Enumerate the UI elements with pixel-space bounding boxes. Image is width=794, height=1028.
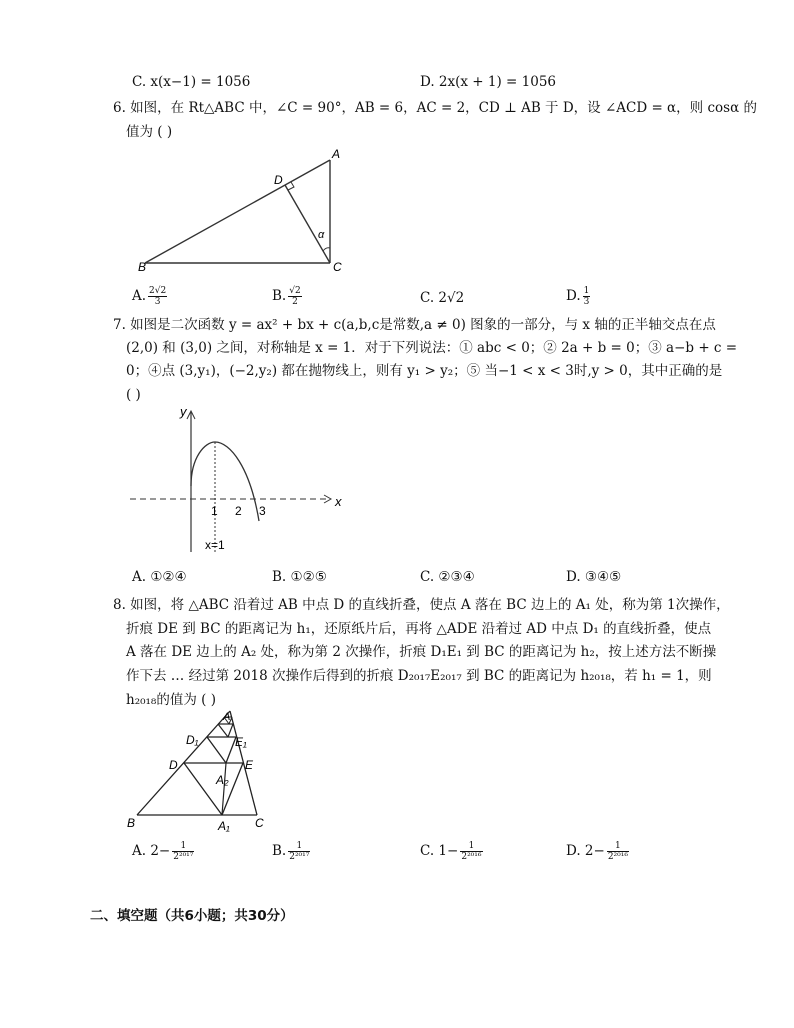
q7-tick-1: 1 (211, 504, 218, 518)
q8-stem-line1: 8. 如图，将 △ABC 沿着过 AB 中点 D 的直线折叠，使点 A 落在 BC 边上的 A₁ 处，称为第 1次操作， (113, 597, 730, 613)
q7-stem-line4: ( ) (126, 387, 141, 403)
q6-option-a (132, 286, 167, 307)
q6-label-alpha: α (318, 229, 325, 241)
q6-alpha-arc (323, 248, 330, 251)
q6-stem-line1: 6. 如图，在 Rt△ABC 中，∠C = 90°，AB = 6，AC = 2，CD ⊥ AB 于 D，设 ∠ACD = α，则 cosα 的 (113, 100, 757, 116)
q7-tick-2: 2 (235, 504, 242, 518)
q7-option-d: D. ③④⑤ (566, 569, 622, 585)
q8-option-c-den: 2²⁰¹⁶ (461, 852, 482, 862)
q8-option-d-label: D. 2− (566, 843, 605, 859)
q6-option-d (566, 286, 590, 307)
q6-option-b (272, 286, 302, 307)
q6-altitude-cd (285, 185, 330, 263)
q7-option-a: A. ①②④ (132, 569, 187, 585)
q7-stem-line2: (2,0) 和 (3,0) 之间，对称轴是 x = 1．对于下列说法：① abc < 0；② 2a + b = 0；③ a−b + c = (126, 340, 738, 356)
q6-option-a-den: 3 (154, 297, 161, 307)
q7-stem-line1: 7. 如图是二次函数 y = ax² + bx + c(a,b,c是常数,a ≠ 0) 图象的一部分，与 x 轴的正半轴交点在点 (113, 317, 716, 333)
q8-label-a: A (223, 711, 231, 723)
q8-option-d-den: 2²⁰¹⁶ (607, 852, 628, 862)
q6-option-b-label: B. (272, 288, 287, 304)
q8-label-e: E (245, 758, 254, 772)
q8-option-c-num: 1 (460, 841, 482, 852)
q6-stem-line2: 值为 ( ) (126, 124, 173, 140)
q6-option-a-label: A. (132, 288, 147, 304)
q8-option-a-label: A. 2− (132, 843, 171, 859)
q6-option-d-den: 3 (583, 297, 590, 307)
q8-option-a-num: 1 (172, 841, 194, 852)
section-fill-in-heading: 二、填空题（共6小题；共30分） (90, 908, 294, 924)
q8-option-d (566, 841, 629, 862)
q7-label-axis: x=1 (205, 538, 225, 552)
q7-label-y: y (180, 404, 187, 419)
q8-stem-line2: 折痕 DE 到 BC 的距离记为 h₁，还原纸片后，再将 △ADE 沿着过 AD 中点 D₁ 的直线折叠，使点 (126, 621, 712, 637)
q8-option-b-num: 1 (288, 841, 310, 852)
q6-option-d-num: 1 (583, 286, 590, 296)
q7-option-c: C. ②③④ (420, 569, 475, 585)
q8-option-a (132, 841, 194, 862)
q6-option-b-num: √2 (289, 286, 301, 296)
q8-label-a2: A₂ (216, 773, 229, 787)
q8-stem-line4: 作下去 … 经过第 2018 次操作后得到的折痕 D₂₀₁₇E₂₀₁₇ 到 BC 的距离记为 h₂₀₁₈，若 h₁ = 1，则 (126, 668, 712, 684)
q7-option-b: B. ①②⑤ (272, 569, 327, 585)
q8-option-b-den: 2²⁰¹⁷ (289, 852, 310, 862)
q6-option-c: C. 2√2 (420, 290, 465, 306)
q6-option-d-label: D. (566, 288, 581, 304)
q6-label-d: D (274, 173, 283, 187)
q8-stem-line3: A 落在 DE 边上的 A₂ 处，称为第 2 次操作，折痕 D₁E₁ 到 BC 的距离记为 h₂，按上述方法不断操 (126, 644, 717, 660)
q7-label-x: x (335, 494, 342, 509)
q8-label-d: D (169, 758, 178, 772)
q6-triangle-figure (135, 142, 350, 277)
q8-label-a1: A₁ (218, 819, 230, 833)
q8-option-b (272, 841, 310, 862)
q8-stem-line5: h₂₀₁₈的值为 ( ) (126, 692, 216, 708)
q8-option-a-den: 2²⁰¹⁷ (173, 852, 194, 862)
q7-stem-line3: 0；④点 (3,y₁)，(−2,y₂) 都在抛物线上，则有 y₁ > y₂；⑤ 当−1 < x < 3时,y > 0，其中正确的是 (126, 363, 723, 379)
q8-option-b-label: B. (272, 843, 287, 859)
q6-option-b-den: 2 (292, 297, 298, 307)
q8-fold-figure (122, 705, 282, 835)
q8-option-c (420, 841, 483, 862)
q5-option-c: C. x(x−1) = 1056 (132, 74, 251, 90)
q8-option-c-label: C. 1− (420, 843, 459, 859)
q7-parabola-curve (191, 442, 259, 521)
q6-label-b: B (138, 260, 147, 274)
q6-option-a-num: 2√2 (149, 286, 167, 296)
q6-label-c: C (333, 260, 342, 274)
q5-option-d: D. 2x(x + 1) = 1056 (420, 74, 557, 90)
q7-tick-3: 3 (259, 504, 266, 518)
q8-label-d1: D₁ (186, 733, 199, 747)
q8-option-d-num: 1 (607, 841, 629, 852)
q6-label-a: A (332, 147, 341, 161)
q7-parabola-figure (125, 402, 350, 557)
q8-label-b: B (127, 816, 136, 830)
q8-label-e1: E₁ (235, 735, 247, 749)
q6-side-ab (145, 160, 330, 263)
q8-label-c: C (255, 816, 264, 830)
